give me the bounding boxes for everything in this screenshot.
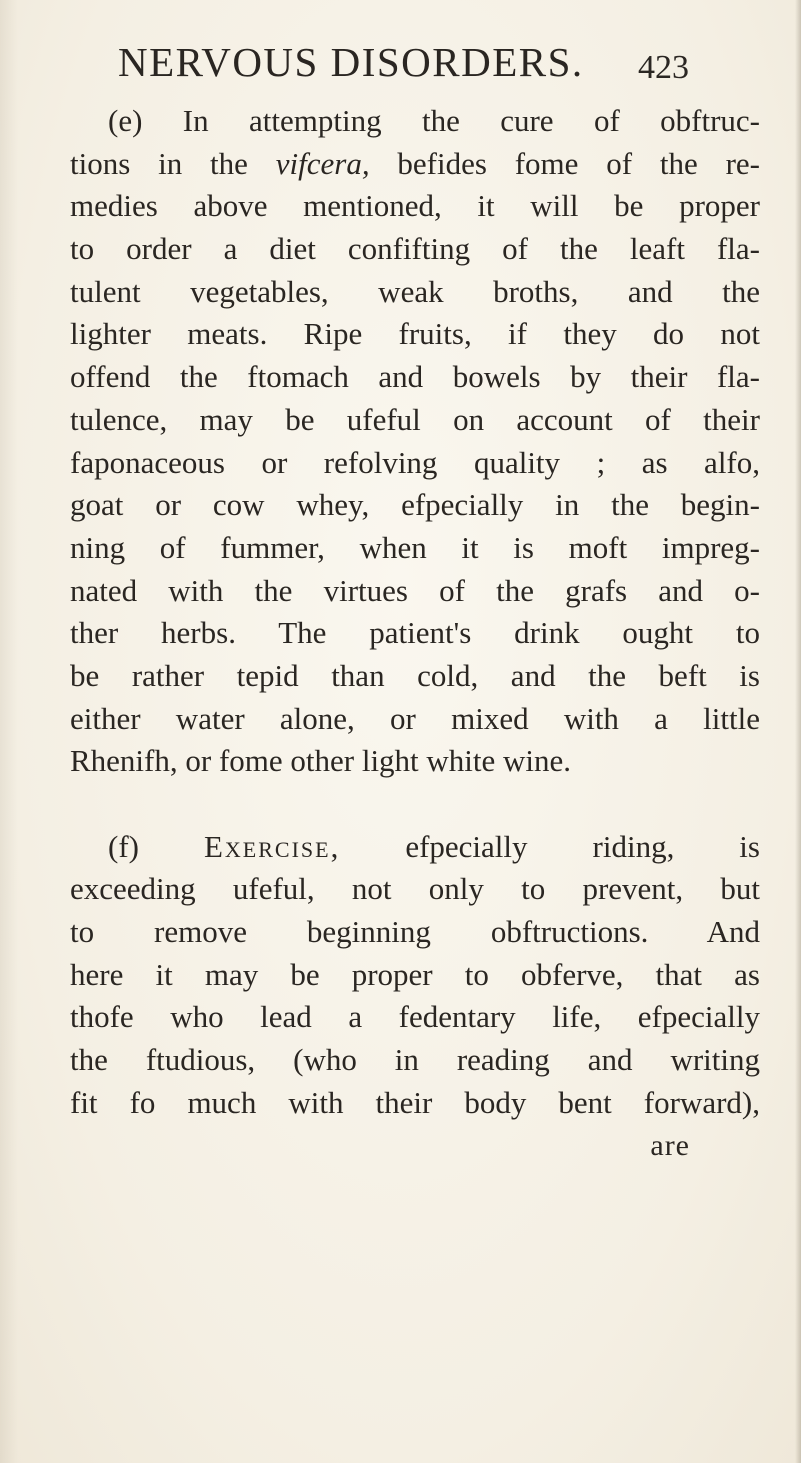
text-line: tulent vegetables, weak broths, and the: [70, 273, 760, 309]
text-run: (e) In attempting the cure of obftruc-: [108, 103, 760, 138]
italic-term: vifcera,: [275, 145, 370, 181]
text-line: [70, 100, 760, 143]
text-line: thofe who lead a fedentary life, efpecially: [70, 999, 760, 1035]
text-line: to remove beginning obftructions. And: [70, 914, 760, 950]
text-line: Rhenifh, or fome other light white wine.: [70, 743, 572, 779]
page-edge-shadow: [795, 0, 801, 1463]
text-line: ning of fummer, when it is moft impreg-: [70, 529, 760, 565]
text-line: faponaceous or refolving quality ; as alfo,: [70, 444, 760, 480]
text-line: either water alone, or mixed with a little: [70, 700, 760, 736]
text-line: nated with the virtues of the grafs and o-: [70, 572, 760, 608]
text-run: befides fome of the re-: [369, 145, 760, 181]
paragraph-f: [70, 826, 760, 1125]
text-line: lighter meats. Ripe fruits, if they do not: [70, 316, 760, 352]
text-line: [70, 826, 760, 869]
paragraph-e: [70, 100, 760, 783]
text-line: medies above mentioned, it will be proper: [70, 188, 760, 224]
text-run: efpecially riding, is: [340, 828, 760, 864]
paragraph-gap: [70, 783, 760, 826]
text-line: the ftudious, (who in reading and writing: [70, 1042, 760, 1078]
text-line: tulence, may be ufeful on account of their: [70, 401, 760, 437]
running-head-title: NERVOUS DISORDERS.: [118, 39, 584, 85]
text-line: goat or cow whey, efpecially in the begin-: [70, 487, 760, 523]
page-number: 423: [638, 49, 689, 86]
running-head: [118, 38, 718, 86]
text-run: (f): [108, 828, 204, 864]
text-line: here it may be proper to obferve, that as: [70, 956, 760, 992]
text-line: exceeding ufeful, not only to prevent, but: [70, 871, 760, 907]
text-line: [70, 143, 760, 186]
text-line: to order a diet confifting of the leaft fla-: [70, 231, 760, 267]
text-line: ther herbs. The patient's drink ought to: [70, 615, 760, 651]
text-line: fit fo much with their body bent forward),: [70, 1084, 760, 1120]
text-line: be rather tepid than cold, and the beft is: [70, 657, 760, 693]
text-line: offend the ftomach and bowels by their fla-: [70, 359, 760, 395]
text-run: tions in the: [70, 145, 276, 181]
small-caps-term: Exercise,: [203, 828, 341, 864]
spine-shadow: [0, 0, 18, 1463]
body-text: [70, 100, 760, 1167]
catchword: are: [650, 1128, 690, 1162]
